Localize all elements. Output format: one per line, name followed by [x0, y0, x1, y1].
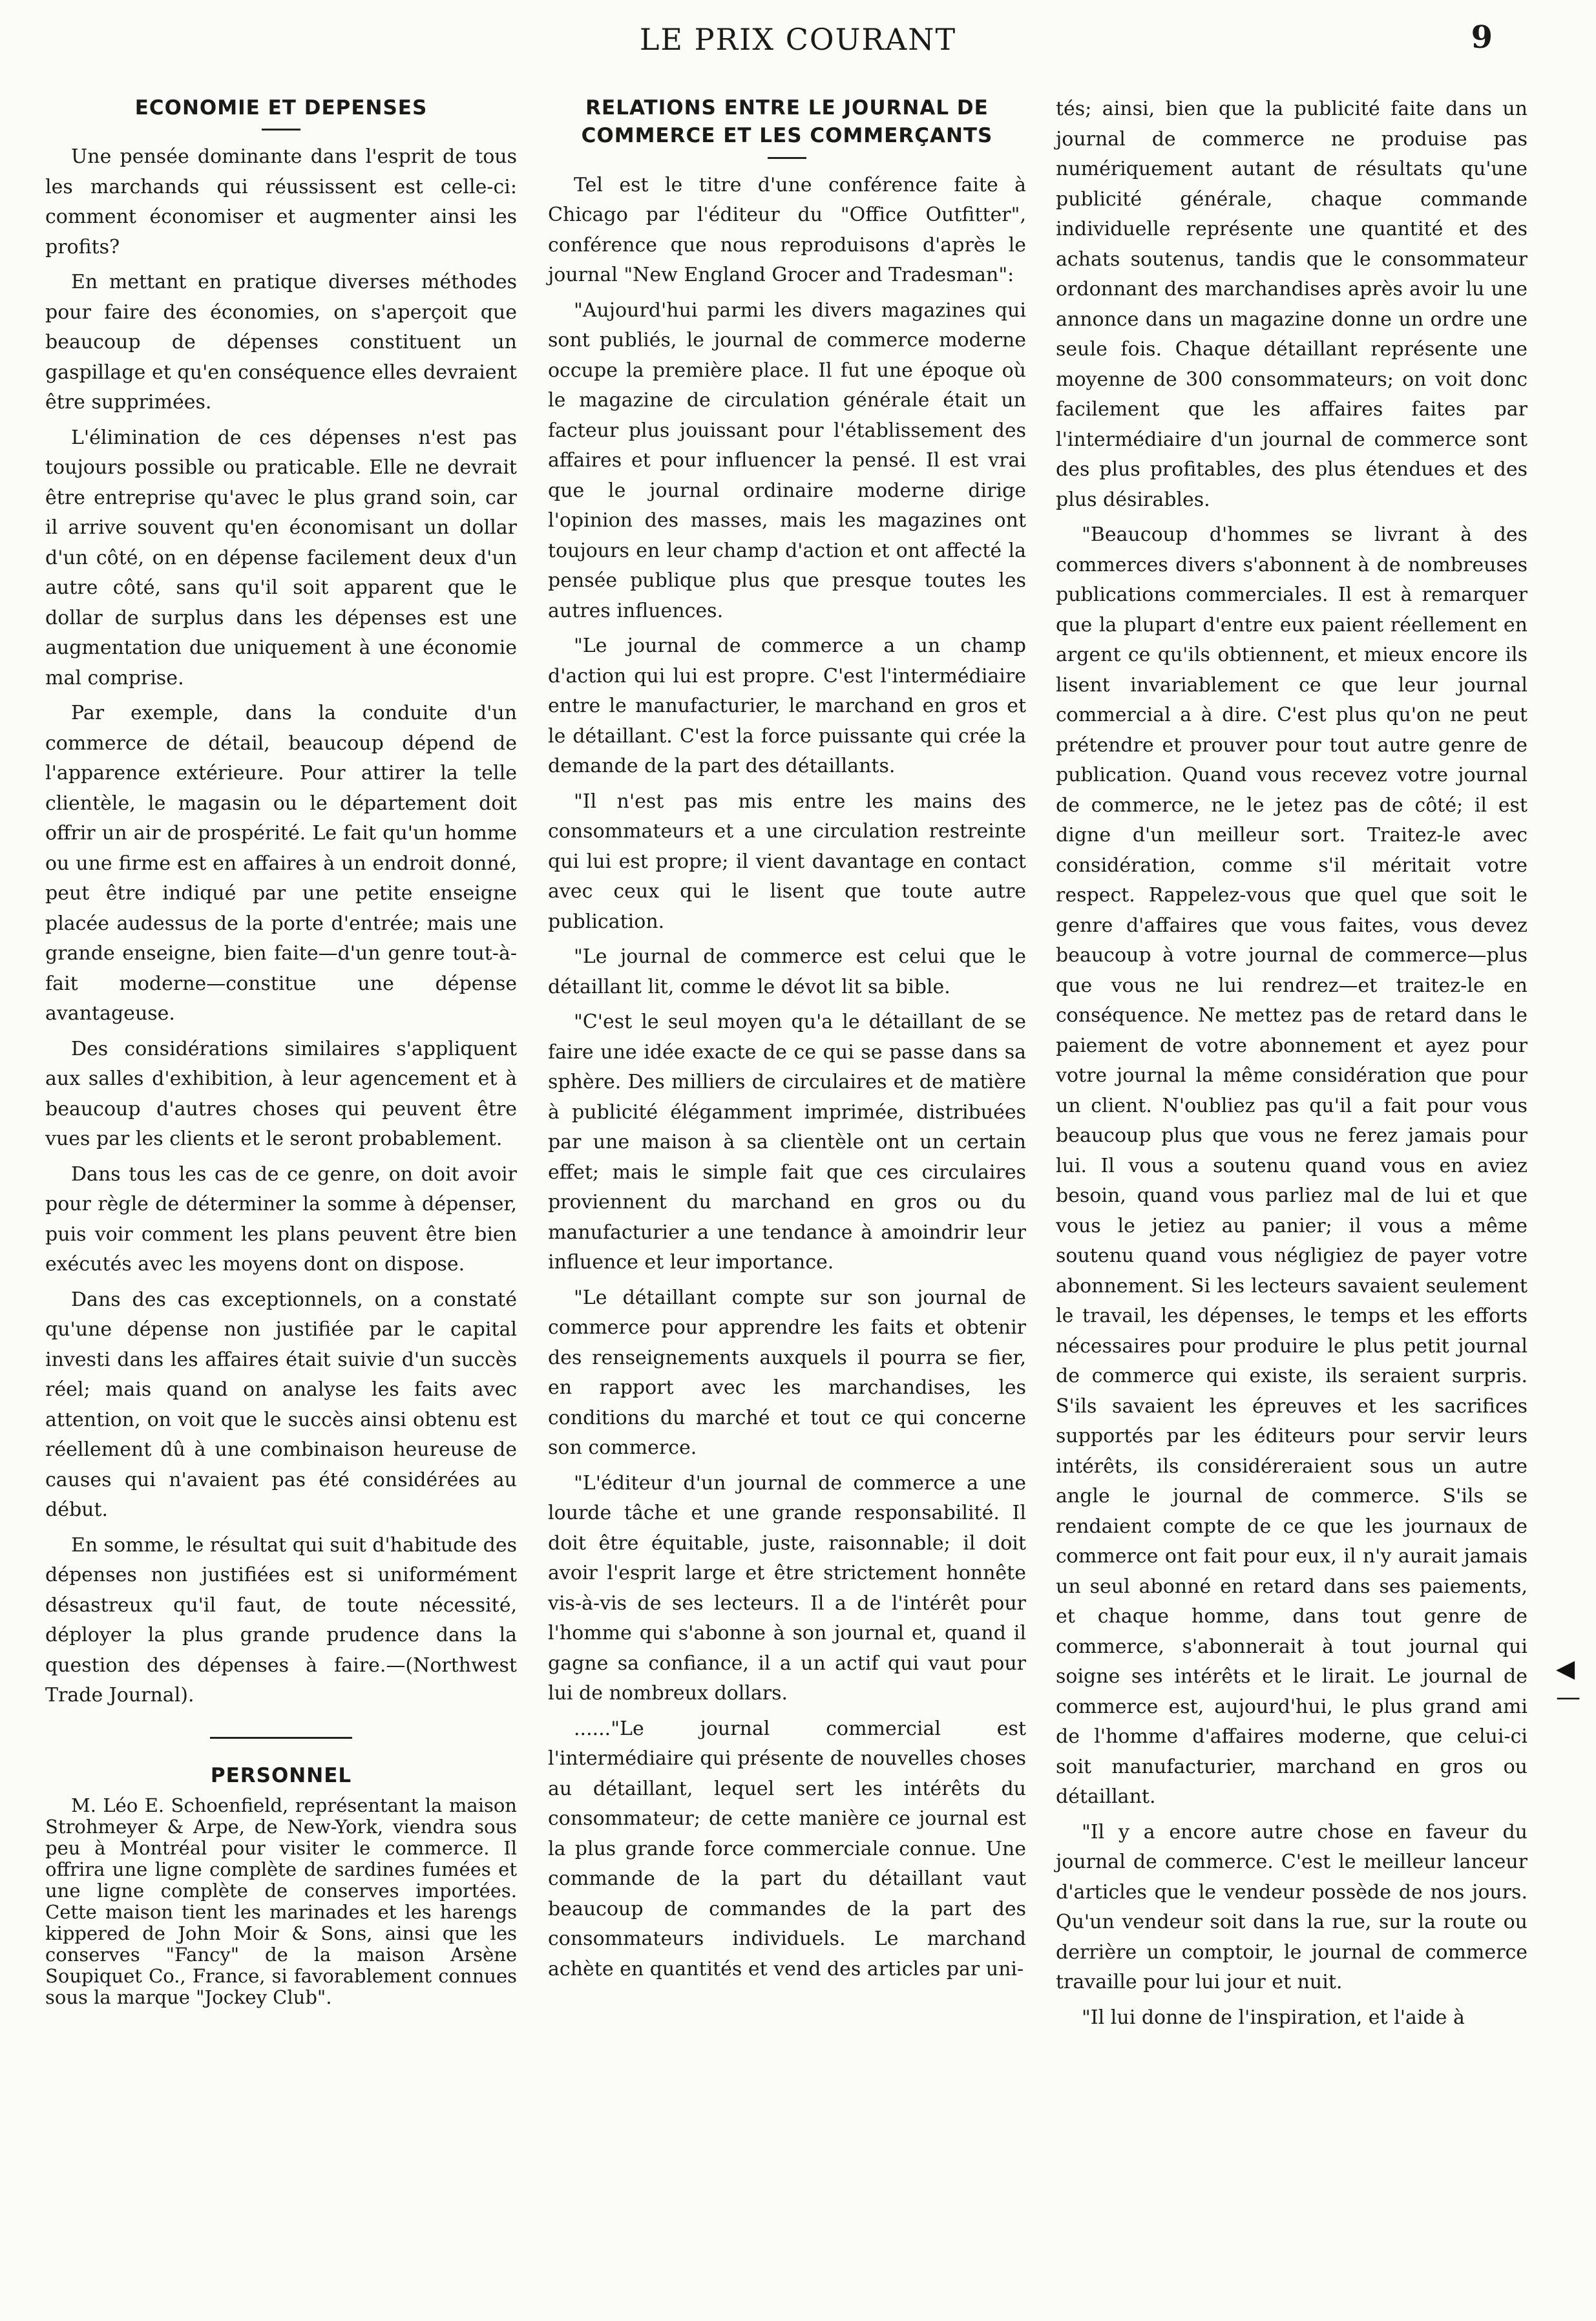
paragraph: "Il lui donne de l'inspiration, et l'aide à	[1082, 2006, 1465, 2029]
paragraph: "Beaucoup d'hommes se livrant à des commerces divers s'abonnent à de nombreuses publications commerciales. Il est à remarquer que la plupart d'entre eux paient réellement en argent ce qu'ils obtiennent, et mieux encore ils lisent invariablement ce que leur journal commercial a à dire. C'est plus qu'on ne peut prétendre et prouver pour tout autre genre de publication. Quand vous recevez votre journal de commerce, ne le jetez pas de côté; il est digne d'un meilleur sort. Traitez-le avec considération, comme s'il méritait votre respect. Rappelez-vous que quel que soit le genre d'affaires que vous faites, vous devez beaucoup à votre journal de commerce—plus que vous ne lui rendrez—et traitez-le en conséquence. Ne mettez pas de retard dans le paiement de votre abonnement et ayez pour votre journal la même considération que pour un client. N'oubliez pas qu'il a fait pour vous beaucoup plus que vous ne ferez jamais pour lui. Il vous a soutenu quand vous en aviez besoin, quand vous parliez mal de lui et que vous le jetiez au panier; il vous a même soutenu quand vous négligiez de payer votre abonnement. Si les lecteurs savaient seulement le travail, les dépenses, le temps et les efforts nécessaires pour produire le plus petit journal de commerce qui existe, ils seraient surpris. S'ils savaient les épreuves et les sacrifices supportés par les éditeurs pour servir leurs intérêts, ils considéreraient sous un autre angle le journal de commerce. S'ils se rendaient compte de ce que les journaux de commerce ont fait pour eux, il n'y aurait jamais un seul abonné en retard dans ses paiements, et chaque homme, dans tout genre de commerce, s'abonnerait à tout journal qui soigne ses intérêts et le lirait. Le journal de commerce est, aujourd'hui, le plus grand ami de l'homme d'affaires moderne, que celui-ci soit manufacturier, marchand en gros ou détaillant.	[1056, 523, 1528, 1808]
paragraph: Par exemple, dans la conduite d'un commerce de détail, beaucoup dépend de l'apparence extérieure. Pour attirer la telle clientèle, le magasin ou le département doit offrir un air de prospérité. Le fait qu'un homme ou une firme est en affaires à un endroit donné, peut être indiqué par une petite enseigne placée audessus de la porte d'entrée; mais une grande enseigne, bien faite—d'un genre tout-à-fait moderne—constitue une dépense avantageuse.	[45, 702, 517, 1025]
margin-arrow-icon: ◀—	[1556, 1654, 1580, 1711]
page-header	[0, 18, 1596, 70]
paragraph: "Il n'est pas mis entre les mains des consommateurs et a une circulation restreinte qui lui est propre; il vient davantage en contact avec ceux qui le lisent que toute autre publication.	[548, 790, 1026, 933]
column-2	[548, 94, 1026, 1990]
article-heading-relations: RELATIONS ENTRE LE JOURNAL DE COMMERCE ET LES COMMERÇANTS	[581, 96, 993, 148]
paragraph: "Le détaillant compte sur son journal de commerce pour apprendre les faits et obtenir des renseignements auxquels il pourra se fier, en rapport avec les marchandises, les conditions du marché et tout ce qui concerne son commerce.	[548, 1286, 1026, 1460]
article-heading-economie: ECONOMIE ET DEPENSES	[134, 96, 428, 120]
publication-title: LE PRIX COURANT	[639, 22, 957, 57]
heading-rule	[262, 129, 300, 131]
paragraph: "C'est le seul moyen qu'a le détaillant de se faire une idée exacte de ce qui se passe dans sa sphère. Des milliers de circulaires et de matière à publicité élégamment imprimée, distribuées par une maison à sa clientèle ont un certain effet; mais le simple fait que ces circulaires proviennent du marchand en gros ou du manufacturier a une tendance à amoindrir leur influence et leur importance.	[548, 1011, 1026, 1274]
paragraph: M. Léo E. Schoenfield, représentant la maison Strohmeyer & Arpe, de New-York, viendra sous peu à Montréal pour visiter le commerce. Il offrira une ligne complète de sardines fumées et une ligne complète de conserves importées. Cette maison tient les marinades et les harengs kippered de John Moir & Sons, ainsi que les conserves "Fancy" de la maison Arsène Soupiquet Co., France, si favorablement connues sous la marque "Jockey Club".	[45, 1794, 517, 2009]
paragraph: En somme, le résultat qui suit d'habitude des dépenses non justifiées est si uniformément désastreux qu'il faut, de toute nécessité, déployer la plus grande prudence dans la question des dépenses à faire.—(Northwest Trade Journal).	[45, 1533, 517, 1707]
paragraph: Tel est le titre d'une conférence faite à Chicago par l'éditeur du "Office Outfitter", conférence que nous reproduisons d'après le journal "New England Grocer and Tradesman":	[548, 173, 1026, 287]
column-3	[1056, 94, 1528, 2038]
paragraph: "Il y a encore autre chose en faveur du journal de commerce. C'est le meilleur lanceur d'articles que le vendeur possède de nos jours. Qu'un vendeur soit dans la rue, sur la route ou derrière un comptoir, le journal de commerce travaille pour lui jour et nuit.	[1056, 1820, 1528, 1993]
paragraph: ......"Le journal commercial est l'intermédiaire qui présente de nouvelles choses au détaillant, lequel sert les intérêts du consommateur; de cette manière ce journal est la plus grande force commerciale connue. Une commande de la part du détaillant vaut beaucoup de commandes de la part des consommateurs individuels. Le marchand achète en quantités et vend des articles par uni-	[548, 1717, 1026, 1980]
article-heading-personnel: PERSONNEL	[210, 1763, 352, 1787]
paragraph: Des considérations similaires s'appliquent aux salles d'exhibition, à leur agencement et à beaucoup d'autres choses qui peuvent être vues par les clients et le seront probablement.	[45, 1037, 517, 1151]
page-number: 9	[1471, 19, 1493, 56]
paragraph: "Aujourd'hui parmi les divers magazines qui sont publiés, le journal de commerce moderne occupe la première place. Il fut une époque où le magazine de circulation générale était un facteur plus jouissant pour l'établissement des affaires et pour influencer la pensé. Il est vrai que le journal ordinaire moderne dirige l'opinion des masses, mais les magazines ont toujours en leur champ d'action et ont affecté la pensée publique plus que presque toutes les autres influences.	[548, 299, 1026, 622]
paragraph: tés; ainsi, bien que la publicité faite dans un journal de commerce ne produise pas numériquement autant de résultats qu'une publicité générale, chaque commande individuelle représente une quantité et des achats soutenus, tandis que le consommateur ordonnant des marchandises après avoir lu une annonce dans un magazine donne un ordre une seule fois. Chaque détaillant représente une moyenne de 300 consommateurs; on voit donc facilement que les affaires faites par l'intermédiaire d'un journal de commerce sont des plus profitables, des plus étendues et des plus désirables.	[1056, 98, 1528, 511]
paragraph: L'élimination de ces dépenses n'est pas toujours possible ou praticable. Elle ne devrait être entreprise qu'avec le plus grand soin, car il arrive souvent qu'en économisant un dollar d'un côté, on en dépense facilement deux d'un autre côté, sans qu'il soit apparent que le dollar de surplus dans les dépenses est une augmentation due uniquement à une économie mal comprise.	[45, 426, 517, 689]
section-divider	[210, 1737, 352, 1739]
paragraph: Une pensée dominante dans l'esprit de tous les marchands qui réussissent est celle-ci: comment économiser et augmenter ainsi les profits?	[45, 145, 517, 258]
personnel-section	[45, 1795, 517, 2008]
paragraph: En mettant en pratique diverses méthodes pour faire des économies, on s'aperçoit que beaucoup de dépenses constituent un gaspillage et qu'en conséquence elles devraient être supprimées.	[45, 271, 517, 414]
paragraph: "Le journal de commerce a un champ d'action qui lui est propre. C'est l'intermédiaire entre le manufacturier, le marchand en gros et le détaillant. C'est la force puissante qui crée la demande de la part des détaillants.	[548, 635, 1026, 778]
heading-rule	[768, 157, 806, 159]
column-1	[45, 94, 517, 2013]
paragraph: Dans tous les cas de ce genre, on doit avoir pour règle de déterminer la somme à dépenser, puis voir comment les plans peuvent être bien exécutés avec les moyens dont on dispose.	[45, 1162, 517, 1276]
paragraph: "L'éditeur d'un journal de commerce a une lourde tâche et une grande responsabilité. Il doit être équitable, juste, raisonnable; il doit avoir l'esprit large et être strictement honnête vis-à-vis de ses lecteurs. Il a de l'intérêt pour l'homme qui s'abonne à son journal et, quand il gagne sa confiance, il a un actif qui vaut pour lui de nombreux dollars.	[548, 1471, 1026, 1705]
paragraph: Dans des cas exceptionnels, on a constaté qu'une dépense non justifiée par le capital investi dans les affaires était suivie d'un succès réel; mais quand on analyse les faits avec attention, on voit que le succès ainsi obtenu est réellement dû à une combinaison heureuse de causes qui n'avaient pas été considérées au début.	[45, 1288, 517, 1522]
paragraph: "Le journal de commerce est celui que le détaillant lit, comme le dévot lit sa bible.	[548, 945, 1026, 998]
